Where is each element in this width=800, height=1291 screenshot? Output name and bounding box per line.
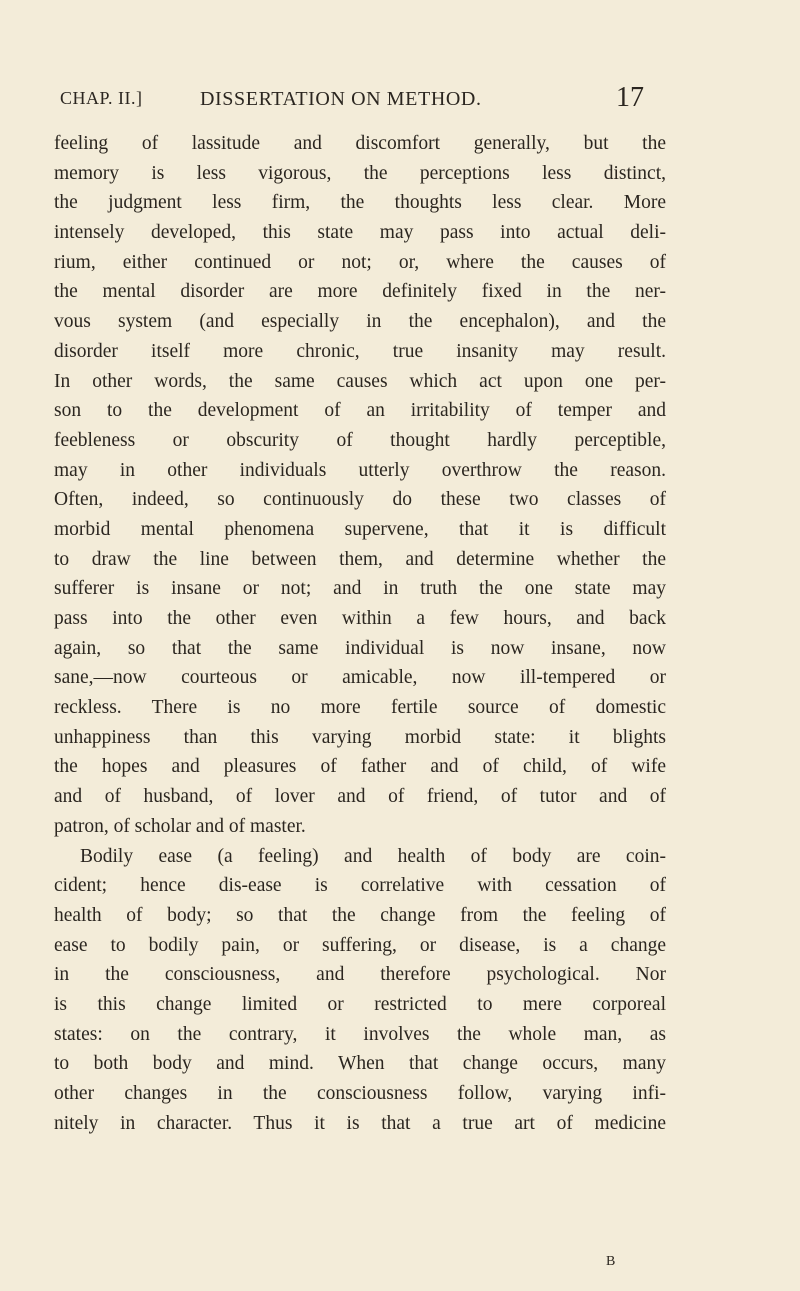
text-line: In other words, the same causes which act upon one per- (54, 370, 666, 392)
text-line: states: on the contrary, it involves the whole man, as (54, 1023, 666, 1045)
running-title: DISSERTATION ON METHOD. (200, 88, 482, 110)
text-line: disorder itself more chronic, true insanity may result. (54, 340, 666, 362)
text-line: to draw the line between them, and determine whether the (54, 548, 666, 570)
text-line: morbid mental phenomena supervene, that it is difficult (54, 518, 666, 540)
text-line: is this change limited or restricted to mere corporeal (54, 993, 666, 1015)
text-line: Often, indeed, so continuously do these two classes of (54, 489, 666, 511)
text-line: Bodily ease (a feeling) and health of body are coin- (80, 845, 666, 867)
text-line: the mental disorder are more definitely fixed in the ner- (54, 281, 666, 303)
text-line: pass into the other even within a few hours, and back (54, 608, 666, 629)
text-line: sufferer is insane or not; and in truth the one state may (54, 578, 666, 600)
text-line: reckless. There is no more fertile source of domestic (54, 697, 666, 719)
text-line: feebleness or obscurity of thought hardly perceptible, (54, 429, 666, 451)
text-line: memory is less vigorous, the perceptions less distinct, (54, 162, 666, 184)
chapter-label: CHAP. II.] (60, 88, 143, 108)
text-line: to both body and mind. When that change occurs, many (54, 1053, 666, 1075)
text-line: may in other individuals utterly overthrow the reason. (54, 459, 666, 481)
paragraph-2 (54, 842, 666, 1139)
text-line: unhappiness than this varying morbid state: it blights (54, 726, 666, 748)
text-line: health of body; so that the change from the feeling of (54, 904, 666, 926)
page-number: 17 (616, 82, 644, 113)
text-line: nitely in character. Thus it is that a true art of medicine (54, 1112, 666, 1134)
text-line: intensely developed, this state may pass into actual deli- (54, 222, 666, 244)
text-line: and of husband, of lover and of friend, of tutor and of (54, 786, 666, 808)
paragraph-1 (54, 129, 666, 842)
text-line: rium, either continued or not; or, where the causes of (54, 251, 666, 273)
signature-mark: B (606, 1254, 616, 1269)
text-line: other changes in the consciousness follow, varying infi- (54, 1083, 666, 1104)
text-line: again, so that the same individual is now insane, now (54, 637, 666, 659)
text-line: sane,—now courteous or amicable, now ill-tempered or (54, 667, 666, 689)
text-line: patron, of scholar and of master. (54, 815, 306, 837)
text-line: the judgment less firm, the thoughts less clear. More (54, 192, 666, 214)
text-line: vous system (and especially in the encephalon), and the (54, 311, 666, 333)
text-line: ease to bodily pain, or suffering, or disease, is a change (54, 934, 666, 956)
text-line: cident; hence dis-ease is correlative with cessation of (54, 875, 666, 897)
text-line: the hopes and pleasures of father and of child, of wife (54, 756, 666, 778)
running-header (60, 82, 660, 116)
body-text (54, 129, 666, 1138)
text-line: feeling of lassitude and discomfort generally, but the (54, 133, 666, 154)
text-line: son to the development of an irritability of temper and (54, 400, 666, 422)
text-line: in the consciousness, and therefore psychological. Nor (54, 964, 666, 986)
